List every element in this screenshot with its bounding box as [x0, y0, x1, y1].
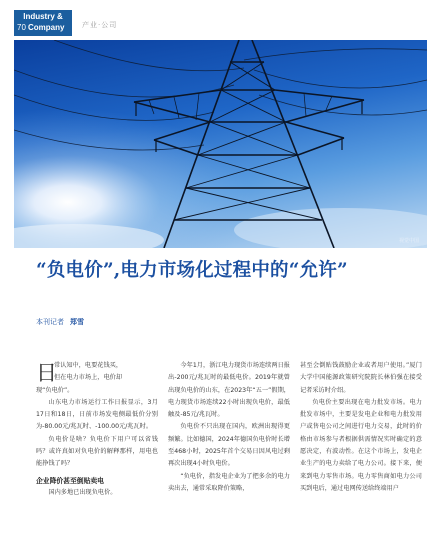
- text-column-1: [36, 360, 158, 499]
- drop-cap: 日: [36, 361, 57, 385]
- article-title: “负电价”,电力市场化过程中的“允许”: [36, 260, 348, 281]
- section-tag: [14, 10, 72, 36]
- paragraph-6: 负电价不只出现在国内，欧洲出现得更频繁。比如德国，2024年德国负电价时长增至468小时，2025年首个交易日因风电过剩再次出现4小时负电价。: [168, 423, 290, 468]
- transmission-tower-illustration: [14, 40, 427, 248]
- text-column-2: [168, 360, 290, 495]
- paragraph-1c: 现“负电价”。: [36, 386, 74, 394]
- section-tag-line2: Company: [28, 23, 65, 32]
- section-label-cn: 产业·公司: [82, 21, 118, 29]
- text-column-3: [300, 360, 422, 495]
- section-tag-line1: Industry &: [23, 12, 63, 21]
- byline-role: 本刊记者: [36, 318, 64, 326]
- hero-photo: [14, 40, 427, 248]
- byline-name: 郑雪: [70, 318, 84, 326]
- paragraph-9: 负电价主要出现在电力批发市场。电力批发市场中，主要是发电企业和电力批发用户或售电公司之间进行电力交易，此时的价格由市场参与者根据供需情况实时确定的意愿决定，有波动性。在这个市场上，发电企业生产的电力卖给了电力公司。接下来，便来到电力零售市场。电力零售商如电力公司买到电后，通过电网传送给终端用户: [300, 398, 422, 492]
- byline: [36, 317, 84, 327]
- page-header: [0, 0, 427, 40]
- paragraph-8: 甚至会倒贴钱鼓励企业或者用户使用。”厦门大学中国能源政策研究院院长林伯强在接受记者采访时介绍。: [300, 362, 422, 394]
- paragraph-7: “负电价，指发电企业为了把多余的电力卖出去，通常采取降价策略，: [168, 472, 290, 492]
- paragraph-4: 国内多地已出现负电价。: [48, 488, 117, 496]
- paragraph-3: 负电价是啥？负电价下用户可以省钱吗？或许真如对负电价的解释那样，用电也能挣钱了吗？: [36, 435, 158, 468]
- subheading: 企业降价甚至倒贴卖电: [36, 476, 104, 485]
- paragraph-2: 山东电力市场运行工作日报显示，3月17日和18日，日前市场发电侧最低价分别为-80.00元/兆瓦时、-100.00元/兆瓦时。: [36, 398, 158, 431]
- paragraph-5: 今年1月，浙江电力现货市场连续两日报出-200元/兆瓦时的最低电价。2019年就曾出现负电价的山东，在2023年“五一”假期，电力现货市场连续22小时出现负电价，最低触及-85元/兆瓦时。: [168, 362, 290, 419]
- photo-credit: 视觉中国: [398, 238, 419, 244]
- paragraph-1b: 但在电力市场上，电价却: [54, 374, 123, 382]
- paragraph-1a: 常认知中，电要花钱买，: [54, 362, 123, 369]
- page-number: 70: [17, 23, 26, 32]
